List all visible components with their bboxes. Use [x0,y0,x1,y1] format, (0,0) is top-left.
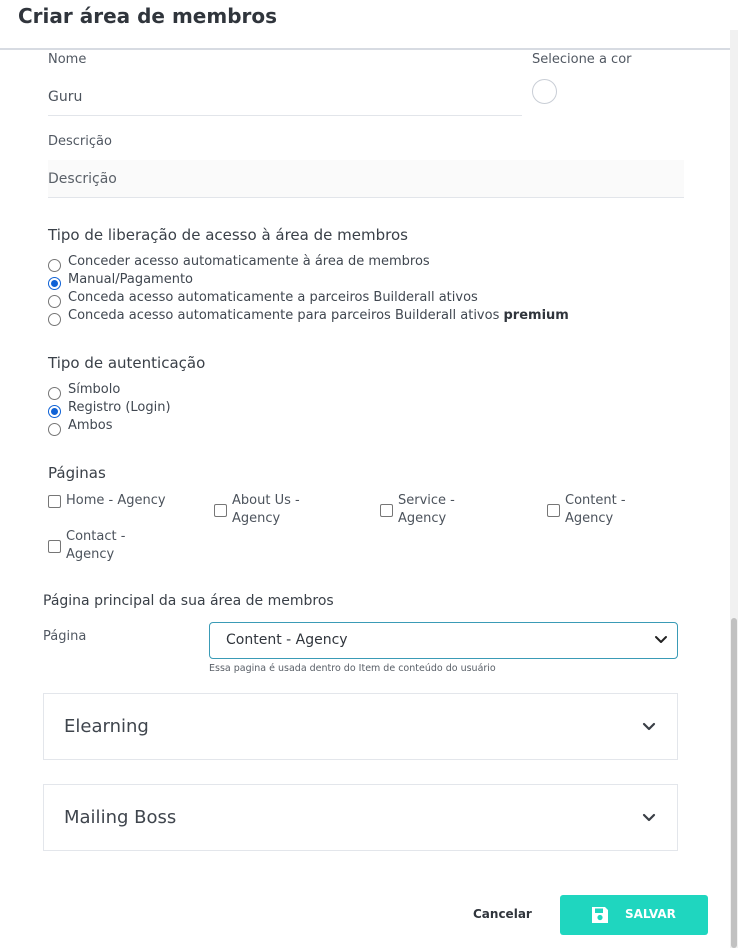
access-option-premium-label[interactable] [68,308,569,323]
accordion-mailing-boss-title: Mailing Boss [64,807,177,828]
page-label-service-line2: Agency [398,511,447,526]
auth-type-title: Tipo de autenticação [48,354,206,372]
page-label-content-line1: Content - [565,493,626,508]
page-label-about-line2: Agency [232,511,281,526]
access-option-auto-radio[interactable] [48,259,61,272]
name-underline [48,115,522,116]
save-button[interactable] [560,895,708,935]
scrollbar-thumb[interactable] [731,618,737,948]
page-checkbox-service[interactable] [380,504,393,517]
accordion-elearning-title: Elearning [64,716,149,737]
modal-title: Criar área de membros [18,4,278,28]
page-checkbox-home[interactable] [48,495,61,508]
pages-title: Páginas [48,464,106,482]
description-underline [48,197,684,198]
access-option-premium-text: Conceda acesso automaticamente para parceiros Builderall ativos [68,308,500,323]
page-label-service-line1: Service - [398,493,455,508]
save-button-label: SALVAR [625,907,676,921]
main-page-hint: Essa pagina é usada dentro do Item de conteúdo do usuário [209,663,496,674]
page-checkbox-contact[interactable] [48,540,61,553]
page-label-content-line2: Agency [565,511,614,526]
color-picker-swatch[interactable] [532,79,557,104]
cancel-button[interactable]: Cancelar [473,907,532,921]
page-label-service[interactable] [398,492,455,528]
access-option-manual-label[interactable]: Manual/Pagamento [68,272,194,287]
main-page-title: Página principal da sua área de membros [43,593,334,609]
page-label-contact[interactable] [66,528,125,564]
accordion-elearning[interactable] [43,693,678,760]
accordion-mailing-boss[interactable] [43,784,678,851]
access-option-premium-radio[interactable] [48,313,61,326]
access-option-manual-radio[interactable] [48,277,61,290]
page-label-home[interactable] [66,492,166,510]
scrollbar[interactable] [730,30,738,948]
chevron-down-icon [653,631,669,647]
modal-header [0,0,738,50]
access-option-partners-radio[interactable] [48,295,61,308]
name-label: Nome [48,52,87,67]
chevron-down-icon [641,718,657,734]
page-checkbox-content[interactable] [547,504,560,517]
page-label-content[interactable] [565,492,626,528]
page-checkbox-about[interactable] [214,504,227,517]
access-type-title: Tipo de liberação de acesso à área de membros [48,226,408,244]
description-input[interactable]: Descrição [48,171,117,187]
auth-option-login-label[interactable]: Registro (Login) [68,400,171,415]
color-label: Selecione a cor [532,52,632,67]
main-page-select[interactable] [209,622,678,659]
page-label-about-line1: About Us - [232,493,300,508]
name-input[interactable]: Guru [48,89,83,105]
page-label-about[interactable] [232,492,300,528]
auth-option-both-label[interactable]: Ambos [68,418,113,433]
description-input-bg[interactable] [48,160,684,197]
page-label-contact-line2: Agency [66,547,115,562]
main-page-select-value: Content - Agency [226,632,348,648]
save-icon [589,904,611,926]
access-option-premium-bold: premium [503,308,569,323]
main-page-label: Página [43,629,87,644]
auth-option-both-radio[interactable] [48,423,61,436]
chevron-down-icon [641,809,657,825]
description-label: Descrição [48,134,112,149]
page-label-contact-line1: Contact - [66,529,126,544]
auth-option-login-radio[interactable] [48,405,61,418]
access-option-auto-label[interactable]: Conceder acesso automaticamente à área de membros [68,254,430,269]
auth-option-symbol-label[interactable]: Símbolo [68,382,121,397]
auth-option-symbol-radio[interactable] [48,387,61,400]
page-label-home-line1: Home - Agency [66,493,166,508]
access-option-partners-label[interactable]: Conceda acesso automaticamente a parceiros Builderall ativos [68,290,478,305]
